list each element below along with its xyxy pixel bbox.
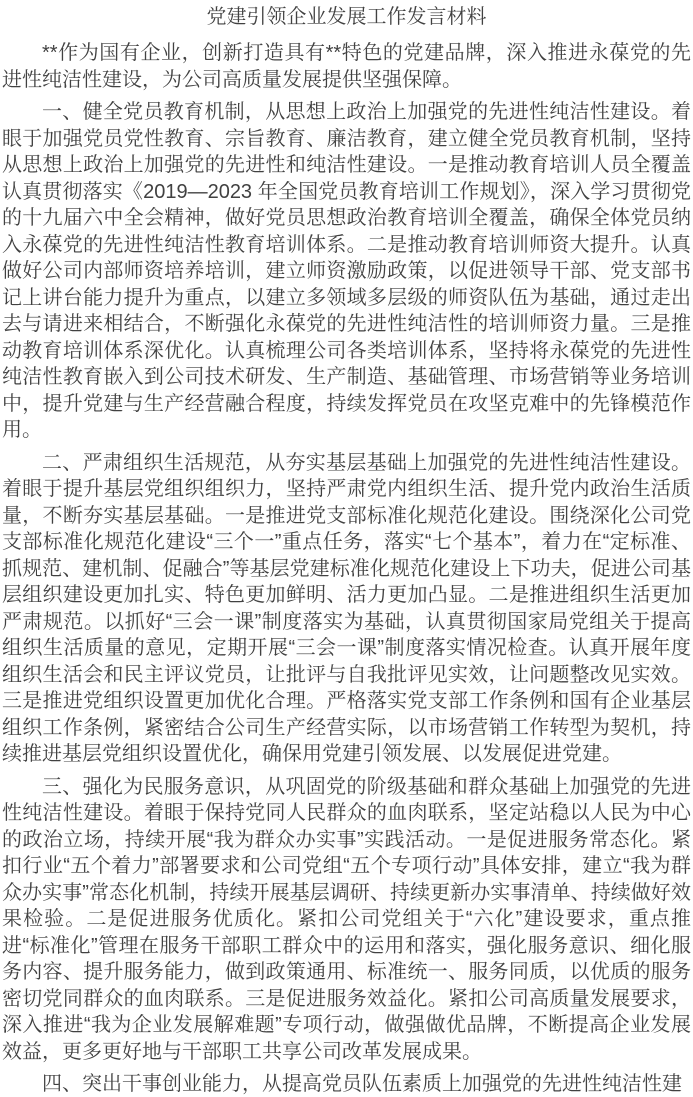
document-body [2, 40, 691, 1097]
paragraph: 四、突出干事创业能力，从提高党员队伍素质上加强党的先进性纯洁性建 [42, 1073, 682, 1095]
paragraph: 三、强化为民服务意识，从巩固党的阶级基础和群众基础上加强党的先进性纯洁性建设。着眼于保持党同人民群众的血肉联系，坚定站稳以人民为中心的政治立场，持续开展“我为群众办实事”实践活动。一是促进服务常态化。紧扣行业“五个着力”部署要求和公司党组“五个专项行动”具体安排，建立“我为群众办实事”常态化机制，持续开展基层调研、持续更新办实事清单、持续做好效果检验。二是促进服务优质化。紧扣公司党组关于“六化”建设要求，重点推进“标准化”管理在服务干部职工群众中的运用和落实，强化服务意识、细化服务内容、提升服务能力，做到政策通用、标准统一、服务同质，以优质的服务密切党同群众的血肉联系。三是促进服务效益化。紧扣公司高质量发展要求，深入推进“我为企业发展解难题”专项行动，做强做优品牌，不断提高企业发展效益，更多更好地与干部职工共享公司改革发展成果。 [2, 775, 691, 1063]
paragraph: **作为国有企业，创新打造具有**特色的党建品牌，深入推进永葆党的先进性纯洁性建设，为公司高质量发展提供坚强保障。 [2, 42, 691, 91]
paragraph: 二、严肃组织生活规范，从夯实基层基础上加强党的先进性纯洁性建设。着眼于提升基层党组织组织力，坚持严肃党内组织生活、提升党内政治生活质量，不断夯实基层基础。一是推进党支部标准化规范化建设。围绕深化公司党支部标准化规范化建设“三个一”重点任务，落实“七个基本”，着力在“定标准、抓规范、建机制、促融合”等基层党建标准化规范化建设上下功夫，促进公司基层组织建设更加扎实、特色更加鲜明、活力更加凸显。二是推进组织生活更加严肃规范。以抓好“三会一课”制度落实为基础，认真贯彻国家局党组关于提高组织生活质量的意见，定期开展“三会一课”制度落实情况检查。认真开展年度组织生活会和民主评议党员，让批评与自我批评见实效，让问题整改见实效。三是推进党组织设置更加优化合理。严格落实党支部工作条例和国有企业基层组织工作条例，紧密结合公司生产经营实际，以市场营销工作转型为契机，持续推进基层党组织设置优化，确保用党建引领发展、以发展促进党建。 [2, 451, 691, 765]
document-title: 党建引领企业发展工作发言材料 [206, 6, 487, 28]
paragraph: 一、健全党员教育机制，从思想上政治上加强党的先进性纯洁性建设。着眼于加强党员党性教育、宗旨教育、廉洁教育，建立健全党员教育机制，坚持从思想上政治上加强党的先进性和纯洁性建设。一是推动教育培训人员全覆盖认真贯彻落实《2019—2023 年全国党员教育培训工作规划》，深入学习贯彻党的十九届六中全会精神，做好党员思想政治教育培训全覆盖，确保全体党员纳入永葆党的先进性纯洁性教育培训体系。二是推动教育培训师资大提升。认真做好公司内部师资培养培训，建立师资激励政策，以促进领导干部、党支部书记上讲台能力提升为重点，以建立多领域多层级的师资队伍为基础，通过走出去与请进来相结合，不断强化永葆党的先进性纯洁性的培训师资力量。三是推动教育培训体系深优化。认真梳理公司各类培训体系，坚持将永葆党的先进性纯洁性教育嵌入到公司技术研发、生产制造、基础管理、市场营销等业务培训中，提升党建与生产经营融合程度，持续发挥党员在攻坚克难中的先锋模范作用。 [2, 101, 691, 441]
